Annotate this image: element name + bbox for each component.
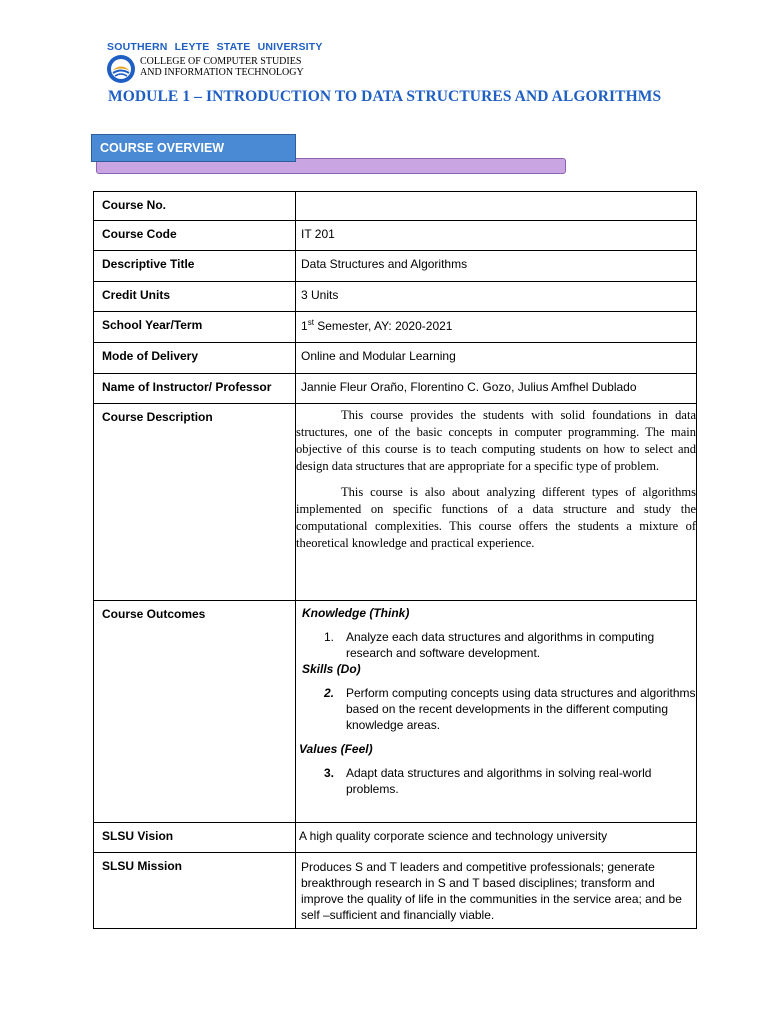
label-course-no: Course No. [94, 192, 296, 221]
value-course-code: IT 201 [296, 221, 697, 251]
table-row-mode-of-delivery [94, 343, 697, 374]
term-ordinal-suffix: st [307, 318, 314, 327]
college-name [140, 56, 304, 78]
list-item [301, 685, 696, 733]
table-row-credit-units [94, 282, 697, 312]
outcome-number: 1. [324, 630, 335, 644]
college-line-2: AND INFORMATION TECHNOLOGY [140, 67, 304, 78]
course-overview-heading: COURSE OVERVIEW [91, 134, 296, 162]
value-course-outcomes [296, 601, 697, 823]
label-course-description: Course Description [94, 404, 296, 601]
label-mode-of-delivery: Mode of Delivery [94, 343, 296, 374]
outcome-text: Adapt data structures and algorithms in solving real-world problems. [346, 766, 652, 796]
label-school-year: School Year/Term [94, 312, 296, 343]
label-slsu-vision: SLSU Vision [94, 823, 296, 853]
outcome-number: 2. [324, 686, 335, 700]
description-paragraph-2 [296, 484, 696, 552]
value-course-no [296, 192, 697, 221]
value-mode-of-delivery: Online and Modular Learning [296, 343, 697, 374]
table-row-descriptive-title [94, 251, 697, 282]
table-row-slsu-vision [94, 823, 697, 853]
values-heading: Values (Feel) [299, 742, 373, 756]
label-descriptive-title: Descriptive Title [94, 251, 296, 282]
university-seal-icon [106, 54, 136, 84]
college-line-1: COLLEGE OF COMPUTER STUDIES [140, 56, 302, 67]
list-item [301, 765, 696, 797]
table-row-instructor [94, 374, 697, 404]
term-number: 1 [301, 319, 308, 333]
table-row-course-code [94, 221, 697, 251]
knowledge-heading: Knowledge (Think) [302, 606, 410, 620]
value-slsu-mission: Produces S and T leaders and competitive professionals; generate breakthrough research in S and T based disciplines; transform and improve the quality of life in the communities in the service area; and be self –sufficient and financially viable. [296, 853, 697, 929]
table-row-slsu-mission [94, 853, 697, 929]
value-instructor: Jannie Fleur Oraño, Florentino C. Gozo, Julius Amfhel Dublado [296, 374, 697, 404]
value-credit-units: 3 Units [296, 282, 697, 312]
label-credit-units: Credit Units [94, 282, 296, 312]
value-school-year [296, 312, 697, 343]
table-row-course-description [94, 404, 697, 601]
value-course-description [296, 404, 697, 601]
course-overview-table [93, 191, 697, 929]
list-item [301, 629, 696, 661]
skills-heading: Skills (Do) [302, 662, 361, 676]
label-course-outcomes: Course Outcomes [94, 601, 296, 823]
description-paragraph-1-text: This course provides the students with solid foundations in data structures, one of the basic concepts in computer programming. The main objective of this course is to teach computing students on how to select and design data structures that are appropriate for a specific type of problem. [296, 408, 696, 473]
knowledge-outcomes-list [301, 629, 696, 661]
value-slsu-vision: A high quality corporate science and technology university [296, 823, 697, 853]
module-title: MODULE 1 – INTRODUCTION TO DATA STRUCTURES AND ALGORITHMS [108, 88, 662, 105]
term-text: Semester, AY: 2020-2021 [313, 319, 453, 333]
document-header [0, 0, 768, 120]
university-name: SOUTHERN LEYTE STATE UNIVERSITY [107, 41, 323, 53]
label-course-code: Course Code [94, 221, 296, 251]
outcome-text: Perform computing concepts using data structures and algorithms based on the recent developments in the different computing knowledge areas. [346, 686, 696, 732]
description-paragraph-1 [296, 407, 696, 475]
table-row-school-year [94, 312, 697, 343]
label-slsu-mission: SLSU Mission [94, 853, 296, 929]
table-row-course-outcomes [94, 601, 697, 823]
outcome-number: 3. [324, 766, 335, 780]
table-row-course-no [94, 192, 697, 221]
values-outcomes-list [301, 765, 696, 797]
value-descriptive-title: Data Structures and Algorithms [296, 251, 697, 282]
outcome-text: Analyze each data structures and algorithms in computing research and software development. [346, 630, 655, 660]
description-paragraph-2-text: This course is also about analyzing different types of algorithms implemented on specific functions of a data structure and study the computational complexities. This course offers the students a mixture of theoretical knowledge and practical experience. [296, 485, 696, 550]
label-instructor: Name of Instructor/ Professor [94, 374, 296, 404]
skills-outcomes-list [301, 685, 696, 733]
